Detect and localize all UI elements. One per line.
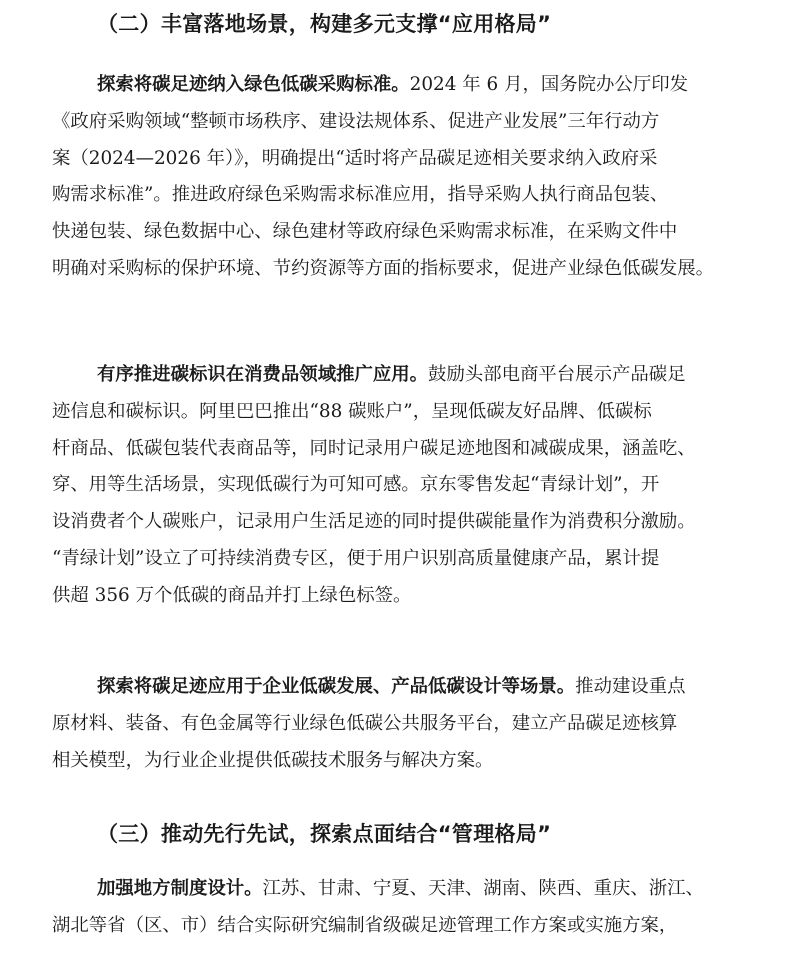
paragraph-line: 杆商品、低碳包装代表商品等，同时记录用户碳足迹地图和减碳成果，涵盖吃、: [52, 437, 696, 459]
paragraph-local-policy: [52, 871, 764, 945]
paragraph-lead: 探索将碳足迹纳入绿色低碳采购标准。: [97, 74, 410, 95]
paragraph-line: 湖北等省（区、市）结合实际研究编制省级碳足迹管理工作方案或实施方案，: [52, 914, 678, 936]
paragraph-first-line: [52, 669, 764, 706]
paragraph-line: “青绿计划”设立了可持续消费专区，便于用户识别高质量健康产品，累计提: [52, 547, 660, 569]
paragraph-line: 购需求标准”。推进政府绿色采购需求标准应用，指导采购人执行商品包装、: [52, 184, 669, 206]
paragraph-text: 鼓励头部电商平台展示产品碳足: [428, 364, 686, 385]
paragraph-lead: 探索将碳足迹应用于企业低碳发展、产品低碳设计等场景。: [97, 676, 576, 697]
paragraph-line: 穿、用等生活场景，实现低碳行为可知可感。京东零售发起“青绿计划”，开: [52, 474, 660, 496]
section-heading: （二）丰富落地场景，构建多元支撑“应用格局”: [97, 12, 552, 36]
paragraph-line: 明确对采购标的保护环境、节约资源等方面的指标要求，促进产业绿色低碳发展。: [52, 257, 715, 279]
paragraph-line: 案（2024—2026 年）》，明确提出“适时将产品碳足迹相关要求纳入政府采: [52, 147, 658, 169]
paragraph-line: 供超 356 万个低碳的商品并打上绿色标签。: [52, 584, 412, 606]
paragraph-first-line: [52, 357, 764, 394]
paragraph-lead: 加强地方制度设计。: [97, 878, 263, 899]
paragraph-first-line: [52, 67, 764, 104]
paragraph-enterprise-scenarios: [52, 669, 764, 779]
paragraph-green-procurement: [52, 67, 764, 288]
paragraph-text: 推动建设重点: [575, 676, 686, 697]
paragraph-line: 原材料、装备、有色金属等行业绿色低碳公共服务平台，建立产品碳足迹核算: [52, 712, 678, 734]
paragraph-carbon-label: [52, 357, 764, 615]
paragraph-text: 江苏、甘肃、宁夏、天津、湖南、陕西、重庆、浙江、: [262, 878, 704, 899]
paragraph-line: 相关模型，为行业企业提供低碳技术服务与解决方案。: [52, 749, 494, 771]
section-heading: （三）推动先行先试，探索点面结合“管理格局”: [97, 822, 552, 846]
paragraph-first-line: [52, 871, 764, 908]
paragraph-line: 快递包装、绿色数据中心、绿色建材等政府绿色采购需求标准，在采购文件中: [52, 221, 678, 243]
paragraph-line: 迹信息和碳标识。阿里巴巴推出“88 碳账户”，呈现低碳友好品牌、低碳标: [52, 400, 652, 422]
paragraph-line: 《政府采购领域“整顿市场秩序、建设法规体系、促进产业发展”三年行动方: [52, 110, 660, 132]
paragraph-text: 2024 年 6 月，国务院办公厅印发: [409, 74, 688, 95]
paragraph-lead: 有序推进碳标识在消费品领域推广应用。: [97, 364, 429, 385]
paragraph-line: 设消费者个人碳账户，记录用户生活足迹的同时提供碳能量作为消费积分激励。: [52, 511, 696, 533]
